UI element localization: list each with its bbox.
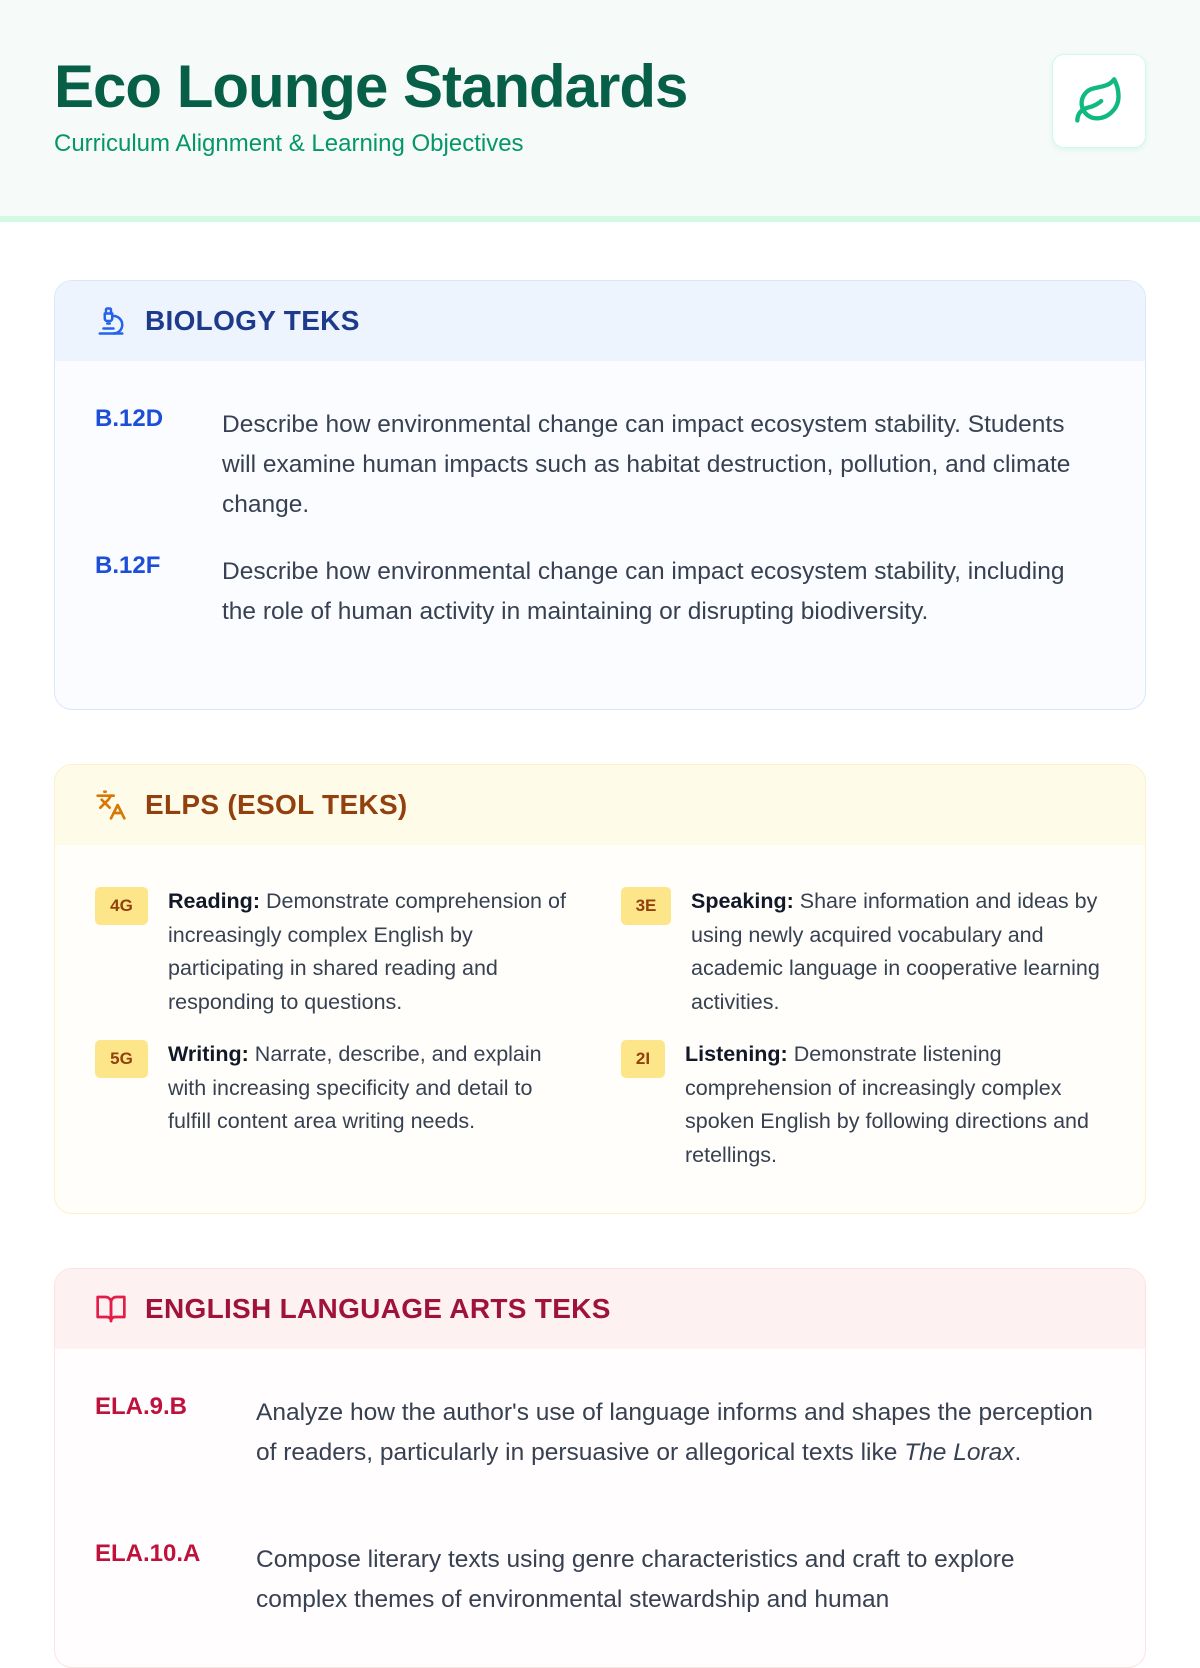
elps-description: Listening: Demonstrate listening comprehension of increasingly complex spoken English by following directions and retellings. xyxy=(685,1042,1089,1167)
biology-teks-card xyxy=(54,280,1146,710)
elps-skill-label: Reading: xyxy=(168,889,260,913)
page-header xyxy=(0,0,1200,222)
elps-heading: ELPS (ESOL TEKS) xyxy=(145,789,408,820)
standard-code: B.12F xyxy=(95,552,161,579)
elps-skill-label: Listening: xyxy=(685,1042,788,1066)
elps-header xyxy=(55,765,1145,845)
leaf-icon xyxy=(1073,75,1125,127)
ela-teks-card xyxy=(54,1268,1146,1668)
standard-code: ELA.9.B xyxy=(95,1393,188,1420)
elps-code-badge: 3E xyxy=(621,887,671,925)
page-title: Eco Lounge Standards xyxy=(54,53,688,120)
ela-teks-heading: ENGLISH LANGUAGE ARTS TEKS xyxy=(145,1293,611,1324)
elps-code-badge: 5G xyxy=(95,1040,148,1078)
biology-teks-header xyxy=(55,281,1145,361)
ela-teks-header xyxy=(55,1269,1145,1349)
microscope-icon xyxy=(95,305,127,337)
standard-code: ELA.10.A xyxy=(95,1540,201,1567)
standard-description: Analyze how the author's use of language informs and shapes the perception of readers, particularly in persuasive or allegorical texts like The Lorax. xyxy=(256,1399,1093,1466)
elps-description: Reading: Demonstrate comprehension of increasingly complex English by participating in shared reading and responding to questions. xyxy=(168,889,566,1014)
biology-teks-heading: BIOLOGY TEKS xyxy=(145,305,360,336)
elps-item-writing xyxy=(95,1038,573,1148)
elps-card xyxy=(54,764,1146,1214)
elps-code-badge: 2I xyxy=(621,1040,665,1078)
translate-icon xyxy=(95,789,127,821)
leaf-badge xyxy=(1052,54,1146,148)
elps-code-badge: 4G xyxy=(95,887,148,925)
elps-item-reading xyxy=(95,885,573,1025)
standard-code: B.12D xyxy=(95,405,164,432)
elps-item-speaking xyxy=(621,885,1107,1025)
elps-description: Writing: Narrate, describe, and explain with increasing specificity and detail to fulfill content area writing needs. xyxy=(168,1042,542,1133)
standard-description: Describe how environmental change can impact ecosystem stability, including the role of human activity in maintaining or disrupting biodiversity. xyxy=(222,558,1065,625)
page-subtitle: Curriculum Alignment & Learning Objectives xyxy=(54,130,524,157)
book-title: The Lorax xyxy=(904,1439,1015,1466)
elps-skill-label: Speaking: xyxy=(691,889,794,913)
standard-description: Describe how environmental change can impact ecosystem stability. Students will examine human impacts such as habitat destruction, pollution, and climate change. xyxy=(222,411,1071,518)
elps-item-listening xyxy=(621,1038,1107,1178)
standard-description: Compose literary texts using genre characteristics and craft to explore complex themes of environmental stewardship and human xyxy=(256,1546,1015,1613)
elps-skill-label: Writing: xyxy=(168,1042,249,1066)
book-icon xyxy=(95,1293,127,1325)
elps-description: Speaking: Share information and ideas by using newly acquired vocabulary and academic language in cooperative learning activities. xyxy=(691,889,1100,1014)
